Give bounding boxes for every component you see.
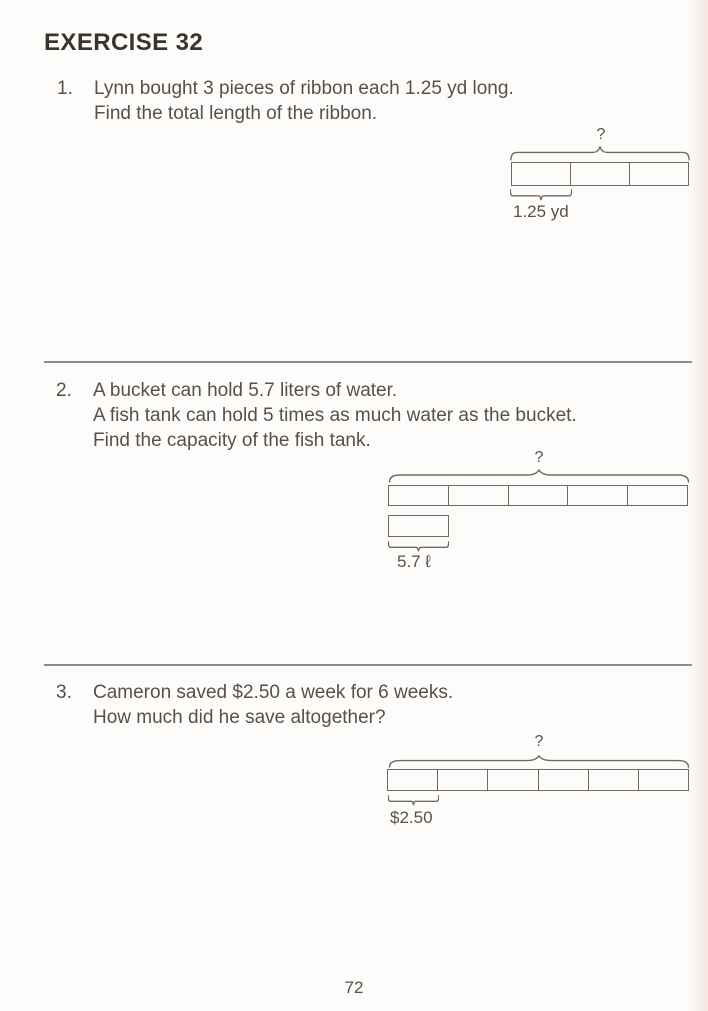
problem-2-line-2: A fish tank can hold 5 times as much water as the bucket. bbox=[93, 405, 577, 426]
bar-unit-cell bbox=[389, 486, 449, 505]
total-question-label: ? bbox=[596, 126, 606, 143]
bar-unit-cell bbox=[488, 770, 538, 790]
section-divider bbox=[44, 361, 692, 363]
unit-brace-icon bbox=[510, 189, 572, 201]
bar-unit-cell bbox=[449, 486, 509, 505]
bar-units bbox=[387, 769, 689, 791]
problem-2-line-1: A bucket can hold 5.7 liters of water. bbox=[93, 380, 398, 401]
bar-unit-cell bbox=[388, 770, 438, 790]
bar-unit-cell bbox=[539, 770, 589, 790]
bar-unit-cell bbox=[509, 486, 569, 505]
bar-model-diagram-2 bbox=[383, 449, 698, 575]
bar-unit-cell bbox=[589, 770, 639, 790]
comparison-unit-cell bbox=[388, 515, 449, 537]
bar-model-diagram-3 bbox=[383, 733, 698, 833]
page-title: EXERCISE 32 bbox=[44, 29, 204, 56]
bar-units bbox=[388, 485, 688, 506]
problem-3-text bbox=[93, 680, 693, 730]
total-brace-icon bbox=[388, 469, 690, 483]
problem-3-line-2: How much did he save altogether? bbox=[93, 707, 386, 728]
total-brace-icon bbox=[510, 146, 690, 161]
bar-unit-cell bbox=[639, 770, 688, 790]
bar-units bbox=[511, 162, 689, 186]
section-divider bbox=[44, 664, 692, 666]
problem-2-line-3: Find the capacity of the fish tank. bbox=[93, 430, 371, 451]
total-question-label: ? bbox=[534, 733, 544, 750]
problem-2-number: 2. bbox=[56, 380, 72, 401]
problem-1-text bbox=[94, 76, 694, 126]
problem-1-line-1: Lynn bought 3 pieces of ribbon each 1.25 yd long. bbox=[94, 78, 514, 99]
unit-value-label: $2.50 bbox=[390, 808, 433, 827]
total-brace-icon bbox=[388, 755, 690, 768]
total-question-label: ? bbox=[534, 449, 544, 466]
bar-unit-cell bbox=[438, 770, 488, 790]
unit-value-label: 1.25 yd bbox=[513, 202, 569, 221]
bar-unit-cell bbox=[512, 163, 571, 185]
unit-brace-icon bbox=[388, 795, 439, 806]
problem-3-line-1: Cameron saved $2.50 a week for 6 weeks. bbox=[93, 682, 454, 703]
page-number: 72 bbox=[344, 978, 364, 997]
unit-value-label: 5.7 ℓ bbox=[397, 552, 431, 571]
problem-2-text bbox=[93, 378, 693, 453]
bar-unit-cell bbox=[630, 163, 688, 185]
bar-model-diagram-1 bbox=[505, 126, 705, 226]
problem-1-number: 1. bbox=[57, 78, 73, 99]
bar-unit-cell bbox=[628, 486, 687, 505]
problem-1-line-2: Find the total length of the ribbon. bbox=[94, 103, 378, 124]
bar-unit-cell bbox=[571, 163, 630, 185]
bar-unit-cell bbox=[568, 486, 628, 505]
unit-brace-icon bbox=[388, 541, 449, 552]
problem-3-number: 3. bbox=[56, 682, 72, 703]
